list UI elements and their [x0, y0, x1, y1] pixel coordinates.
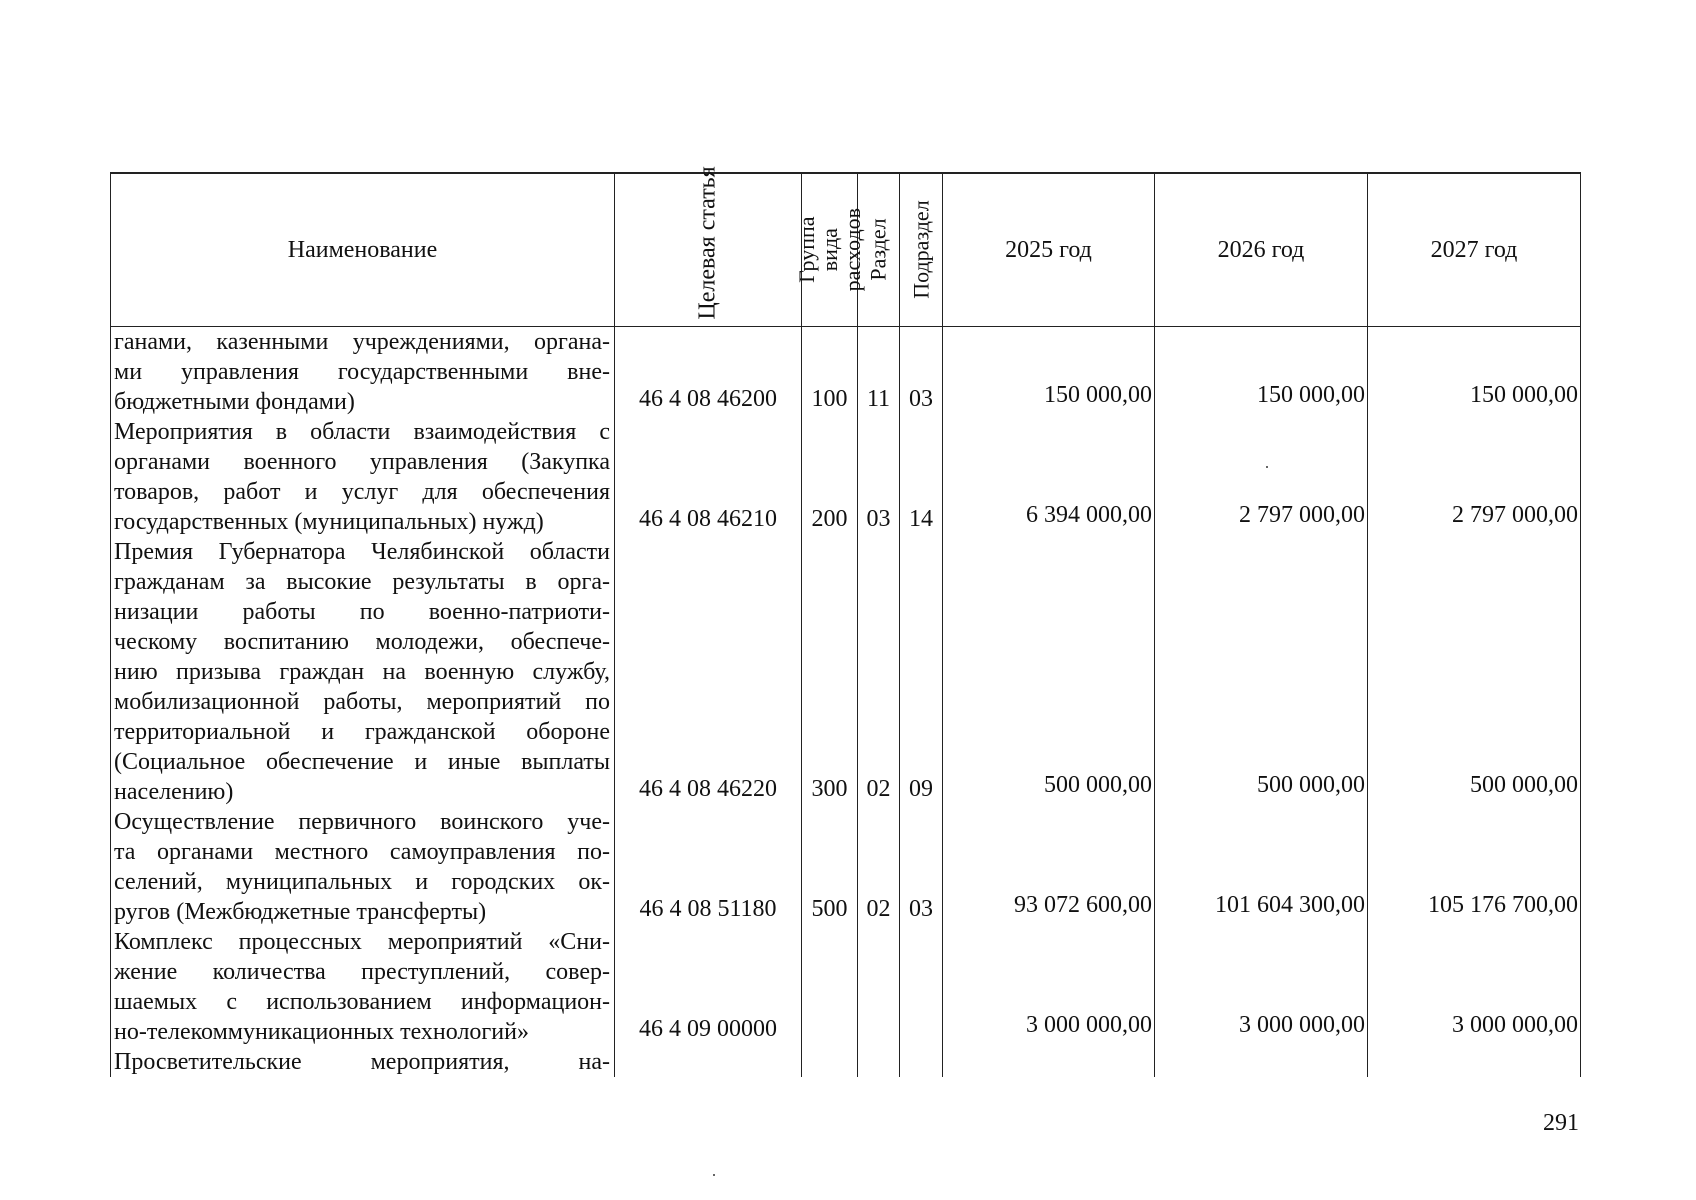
table-row	[111, 327, 1581, 418]
row-name-line: ганами, казенными учреждениями, органа-	[114, 329, 610, 355]
row-expense-group	[802, 1047, 858, 1077]
row-name-line: населению)	[114, 779, 234, 805]
row-value-2027-text	[1368, 1069, 1578, 1077]
row-name-line: органами военного управления (Закупка	[114, 449, 610, 475]
row-expense-group	[802, 417, 858, 537]
row-code	[615, 1047, 802, 1077]
row-value-2027-text: 2 797 000,00	[1452, 502, 1578, 528]
row-value-2026	[1155, 927, 1368, 1047]
table-header-row	[111, 173, 1581, 327]
row-name-line: гражданам за высокие результаты в орга-	[114, 569, 610, 595]
row-section-text	[858, 1073, 899, 1077]
row-code-text: 46 4 09 00000	[639, 1016, 777, 1042]
row-value-2026-text: 101 604 300,00	[1215, 892, 1365, 918]
row-section-text: 03	[866, 506, 891, 532]
row-code-text: 46 4 08 51180	[639, 896, 777, 922]
row-subsection-text: 14	[909, 506, 933, 532]
row-value-2027-text: 3 000 000,00	[1452, 1012, 1578, 1038]
header-name: Наименование	[111, 173, 615, 327]
row-code-text: 46 4 08 46200	[639, 386, 777, 412]
row-value-2025	[943, 417, 1155, 537]
row-value-2026	[1155, 417, 1368, 537]
row-section	[858, 1047, 900, 1077]
row-expense-group	[802, 927, 858, 1047]
table-row	[111, 537, 1581, 807]
row-name-line: бюджетными фондами)	[114, 389, 355, 415]
table-row	[111, 417, 1581, 537]
row-name-line: ми управления государственными вне-	[114, 359, 610, 385]
row-value-2025-text: 93 072 600,00	[1014, 892, 1152, 918]
row-name	[111, 537, 615, 807]
row-section-text: 11	[866, 386, 891, 412]
row-name	[111, 927, 615, 1047]
row-code-text: 46 4 08 46220	[639, 776, 777, 802]
row-name-line: Премия Губернатора Челябинской области	[114, 539, 610, 565]
row-expense-group-text: 300	[811, 776, 848, 802]
row-name	[111, 327, 615, 418]
row-value-2025	[943, 927, 1155, 1047]
row-value-2026-text: 3 000 000,00	[1239, 1012, 1365, 1038]
row-name-line: Мероприятия в области взаимодействия с	[114, 419, 610, 445]
row-name	[111, 1047, 615, 1077]
scan-speck	[1266, 466, 1268, 468]
row-name-line: ческому воспитанию молодежи, обеспече-	[114, 629, 610, 655]
table-row	[111, 1047, 1581, 1077]
row-value-2026-text: 2 797 000,00	[1239, 502, 1365, 528]
row-name-line: шаемых с использованием информацион-	[114, 989, 610, 1015]
row-section	[858, 927, 900, 1047]
row-expense-group-text: 500	[811, 896, 848, 922]
row-value-2026-text: 150 000,00	[1257, 382, 1365, 408]
row-code	[615, 807, 802, 927]
row-value-2025-text: 6 394 000,00	[1026, 502, 1152, 528]
row-code	[615, 927, 802, 1047]
row-value-2025-text: 500 000,00	[1044, 772, 1152, 798]
row-name-line: мобилизационной работы, мероприятий по	[114, 689, 610, 715]
row-name-line: Просветительские мероприятия, на-	[114, 1049, 610, 1075]
header-target-article: Целевая статья	[615, 173, 802, 327]
header-subsection: Подраздел	[900, 173, 943, 327]
page-number: 291	[1543, 1110, 1579, 1136]
scan-speck	[713, 1174, 715, 1176]
row-code	[615, 327, 802, 418]
row-name-line: ругов (Межбюджетные трансферты)	[114, 899, 487, 925]
row-name-line: территориальной и гражданской обороне	[114, 719, 610, 745]
header-expense-group: Группа вида расходов	[802, 173, 858, 327]
row-subsection	[900, 417, 943, 537]
row-code-text	[615, 1073, 801, 1077]
row-expense-group-text: 100	[811, 386, 848, 412]
row-name	[111, 807, 615, 927]
table-body	[111, 327, 1581, 1078]
row-name-line: но-телекоммуникационных технологий»	[114, 1019, 529, 1045]
row-value-2027-text: 150 000,00	[1470, 382, 1578, 408]
row-subsection	[900, 1047, 943, 1077]
row-subsection	[900, 927, 943, 1047]
row-name-line: жение количества преступлений, совер-	[114, 959, 610, 985]
row-section	[858, 417, 900, 537]
row-name-line: селений, муниципальных и городских ок-	[114, 869, 610, 895]
table-row	[111, 927, 1581, 1047]
row-name-line: нию призыва граждан на военную службу,	[114, 659, 610, 685]
row-subsection	[900, 537, 943, 807]
row-expense-group-text: 200	[811, 506, 848, 532]
row-value-2025-text	[943, 1069, 1152, 1077]
header-year-2027: 2027 год	[1368, 173, 1581, 327]
row-name-line: та органами местного самоуправления по-	[114, 839, 610, 865]
row-value-2027	[1368, 1047, 1581, 1077]
row-value-2026-text: 500 000,00	[1257, 772, 1365, 798]
row-value-2025	[943, 1047, 1155, 1077]
row-section	[858, 807, 900, 927]
row-value-2027-text: 105 176 700,00	[1428, 892, 1578, 918]
row-subsection-text: 09	[909, 776, 933, 802]
row-expense-group	[802, 537, 858, 807]
row-section	[858, 327, 900, 418]
row-section-text: 02	[866, 896, 891, 922]
row-subsection-text: 03	[909, 896, 933, 922]
row-value-2027	[1368, 807, 1581, 927]
row-subsection-text	[900, 1073, 942, 1077]
row-section-text: 02	[866, 776, 891, 802]
table-row	[111, 807, 1581, 927]
row-value-2027	[1368, 327, 1581, 418]
header-year-2025: 2025 год	[943, 173, 1155, 327]
budget-table	[110, 166, 1581, 1077]
row-name-line: товаров, работ и услуг для обеспечения	[114, 479, 610, 505]
row-value-2027-text: 500 000,00	[1470, 772, 1578, 798]
row-name-line: Осуществление первичного воинского уче-	[114, 809, 610, 835]
row-code	[615, 417, 802, 537]
row-name-line: (Социальное обеспечение и иные выплаты	[114, 749, 610, 775]
row-value-2026	[1155, 807, 1368, 927]
row-code	[615, 537, 802, 807]
row-expense-group-text	[802, 1073, 857, 1077]
row-expense-group	[802, 807, 858, 927]
row-name-line: Комплекс процессных мероприятий «Сни-	[114, 929, 610, 955]
row-value-2026	[1155, 537, 1368, 807]
row-name	[111, 417, 615, 537]
row-code-text: 46 4 08 46210	[639, 506, 777, 532]
row-value-2026	[1155, 1047, 1368, 1077]
row-name-line: государственных (муниципальных) нужд)	[114, 509, 544, 535]
row-section	[858, 537, 900, 807]
header-year-2026: 2026 год	[1155, 173, 1368, 327]
row-value-2026-text	[1155, 1069, 1365, 1077]
row-value-2025-text: 3 000 000,00	[1026, 1012, 1152, 1038]
row-value-2026	[1155, 327, 1368, 418]
row-value-2025	[943, 327, 1155, 418]
row-value-2025	[943, 807, 1155, 927]
row-subsection	[900, 807, 943, 927]
header-section: Раздел	[858, 173, 900, 327]
row-subsection	[900, 327, 943, 418]
row-expense-group	[802, 327, 858, 418]
row-name-line: низации работы по военно-патриоти-	[114, 599, 610, 625]
row-value-2027	[1368, 537, 1581, 807]
row-value-2025	[943, 537, 1155, 807]
row-value-2027	[1368, 927, 1581, 1047]
row-value-2025-text: 150 000,00	[1044, 382, 1152, 408]
row-subsection-text: 03	[909, 386, 933, 412]
row-value-2027	[1368, 417, 1581, 537]
